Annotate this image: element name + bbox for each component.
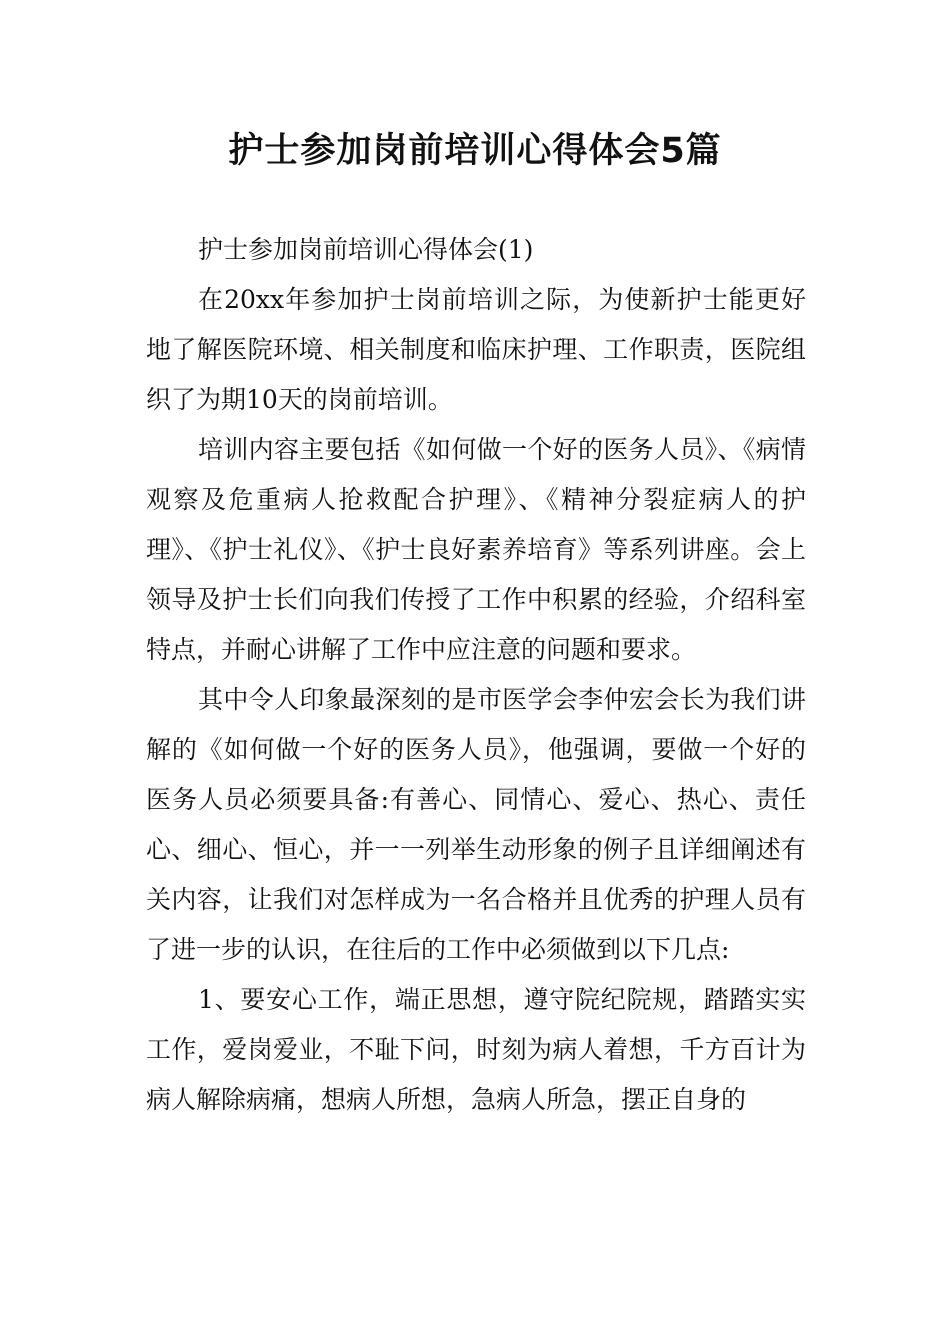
section-heading: 护士参加岗前培训心得体会(1) <box>198 235 534 264</box>
paragraph-impression: 其中令人印象最深刻的是市医学会李仲宏会长为我们讲解的《如何做一个好的医务人员》，他强调，要做一个好的医务人员必须要具备:有善心、同情心、爱心、热心、责任心、细心、恒心，并一一列举生动形象的例子且详细阐述有关内容，让我们对怎样成为一名合格并且优秀的护理人员有了进一步的认识，在往后的工作中必须做到以下几点: <box>146 685 806 964</box>
paragraph-training-content: 培训内容主要包括《如何做一个好的医务人员》、《病情观察及危重病人抢救配合护理》、《精神分裂症病人的护理》、《护士礼仪》、《护士良好素养培育》等系列讲座。会上领导及护士长们向我们传授了工作中积累的经验，介绍科室特点，并耐心讲解了工作中应注意的问题和要求。 <box>146 435 806 664</box>
document-title: 护士参加岗前培训心得体会5篇 <box>228 131 722 171</box>
paragraph-intro: 在20xx年参加护士岗前培训之际，为使新护士能更好地了解医院环境、相关制度和临床护理、工作职责，医院组织了为期10天的岗前培训。 <box>146 285 806 414</box>
paragraph-point-1: 1、要安心工作，端正思想，遵守院纪院规，踏踏实实工作，爱岗爱业，不耻下问，时刻为病人着想，千方百计为病人解除病痛，想病人所想，急病人所急，摆正自身的 <box>146 985 806 1114</box>
document-body <box>146 225 806 1125</box>
